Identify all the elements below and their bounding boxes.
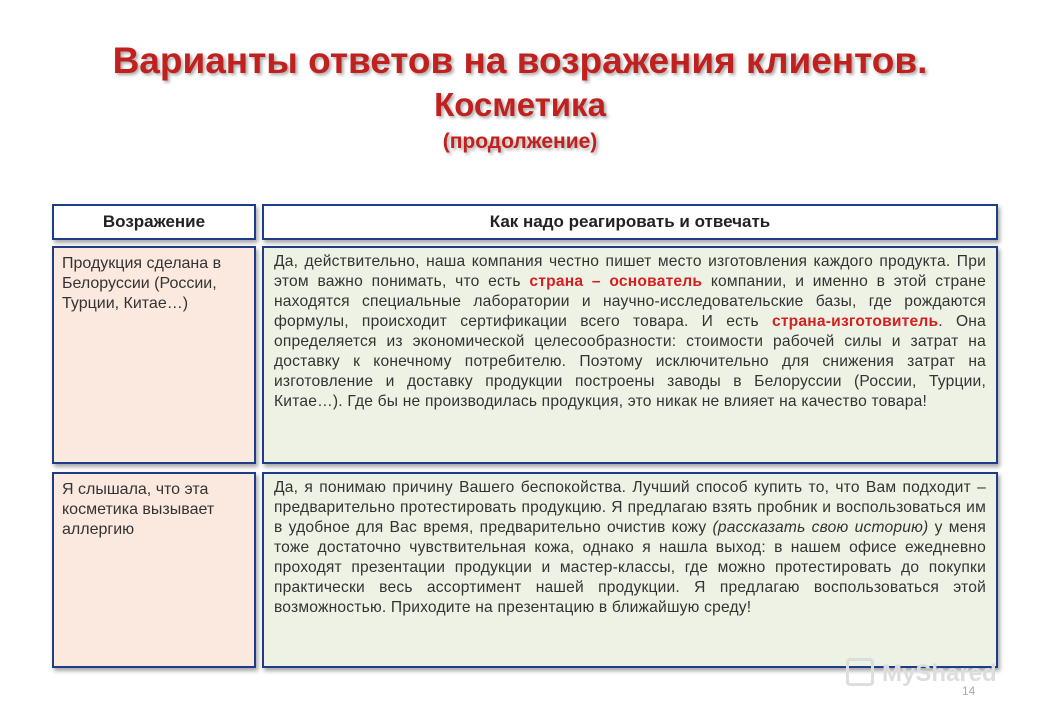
answer-text: Да, я понимаю причину Вашего беспокойства. Лучший способ купить то, что Вам подходит – предварительно протестировать продукцию. Я предлагаю взять пробник и воспользоваться им в удобное для Вас время, предварительно очистив кожу (274, 479, 986, 536)
answer-text: Да, действительно, наша компания честно пишет место изготовления каждого продукта. При этом важно понимать, что есть (274, 253, 986, 290)
slide-subtitle: Косметика (434, 86, 606, 123)
answer-highlight: страна-изготовитель (771, 313, 939, 330)
answer-cell (262, 246, 998, 464)
answer-text: . Она определяется из экономической целесообразности: стоимости рабочей силы и затрат на доставку к конечному потребителю. Поэтому исключительно для снижения затрат на изготовление и доставку продукции построены заводы в Белоруссии (России, Турции, Китае…). Где бы не производилась продукция, это никак не влияет на качество товара! (274, 313, 986, 410)
answer-cell (262, 472, 998, 668)
header-response-label: Как надо реагировать и отвечать (489, 212, 771, 231)
objection-cell (52, 246, 256, 464)
page-number: 14 (962, 684, 976, 698)
answer-text: у меня тоже достаточно чувствительная кожа, однако я нашла выход: в нашем офисе ежедневно проходят презентации продукции и мастер-классы, где можно протестировать до покупки практически весь ассортимент нашей продукции. Я предлагаю воспользоваться этой возможностью. Приходите на презентацию в ближайшую среду! (274, 519, 986, 616)
answer-italic: (рассказать свою историю) (712, 519, 929, 536)
header-objection (52, 204, 256, 240)
slide-title: Варианты ответов на возражения клиентов. (112, 40, 928, 81)
watermark-text: MyShared (882, 660, 997, 687)
objection-text: Продукция сделана в Белоруссии (России, Турции, Китае…) (62, 255, 222, 312)
objection-text: Я слышала, что эта косметика вызывает аллергию (62, 481, 215, 538)
header-objection-label: Возражение (102, 212, 206, 231)
header-response (262, 204, 998, 240)
objection-cell (52, 472, 256, 668)
cart-icon (846, 658, 874, 686)
watermark (846, 656, 1006, 692)
answer-text: компании, и именно в этой стране находятся специальные лаборатории и научно-исследовательские базы, где рождаются формулы, происходит сертификации всего товара. И есть (274, 273, 986, 330)
slide-subtitle-note: (продолжение) (442, 130, 598, 153)
answer-highlight: страна – основатель (529, 273, 703, 290)
